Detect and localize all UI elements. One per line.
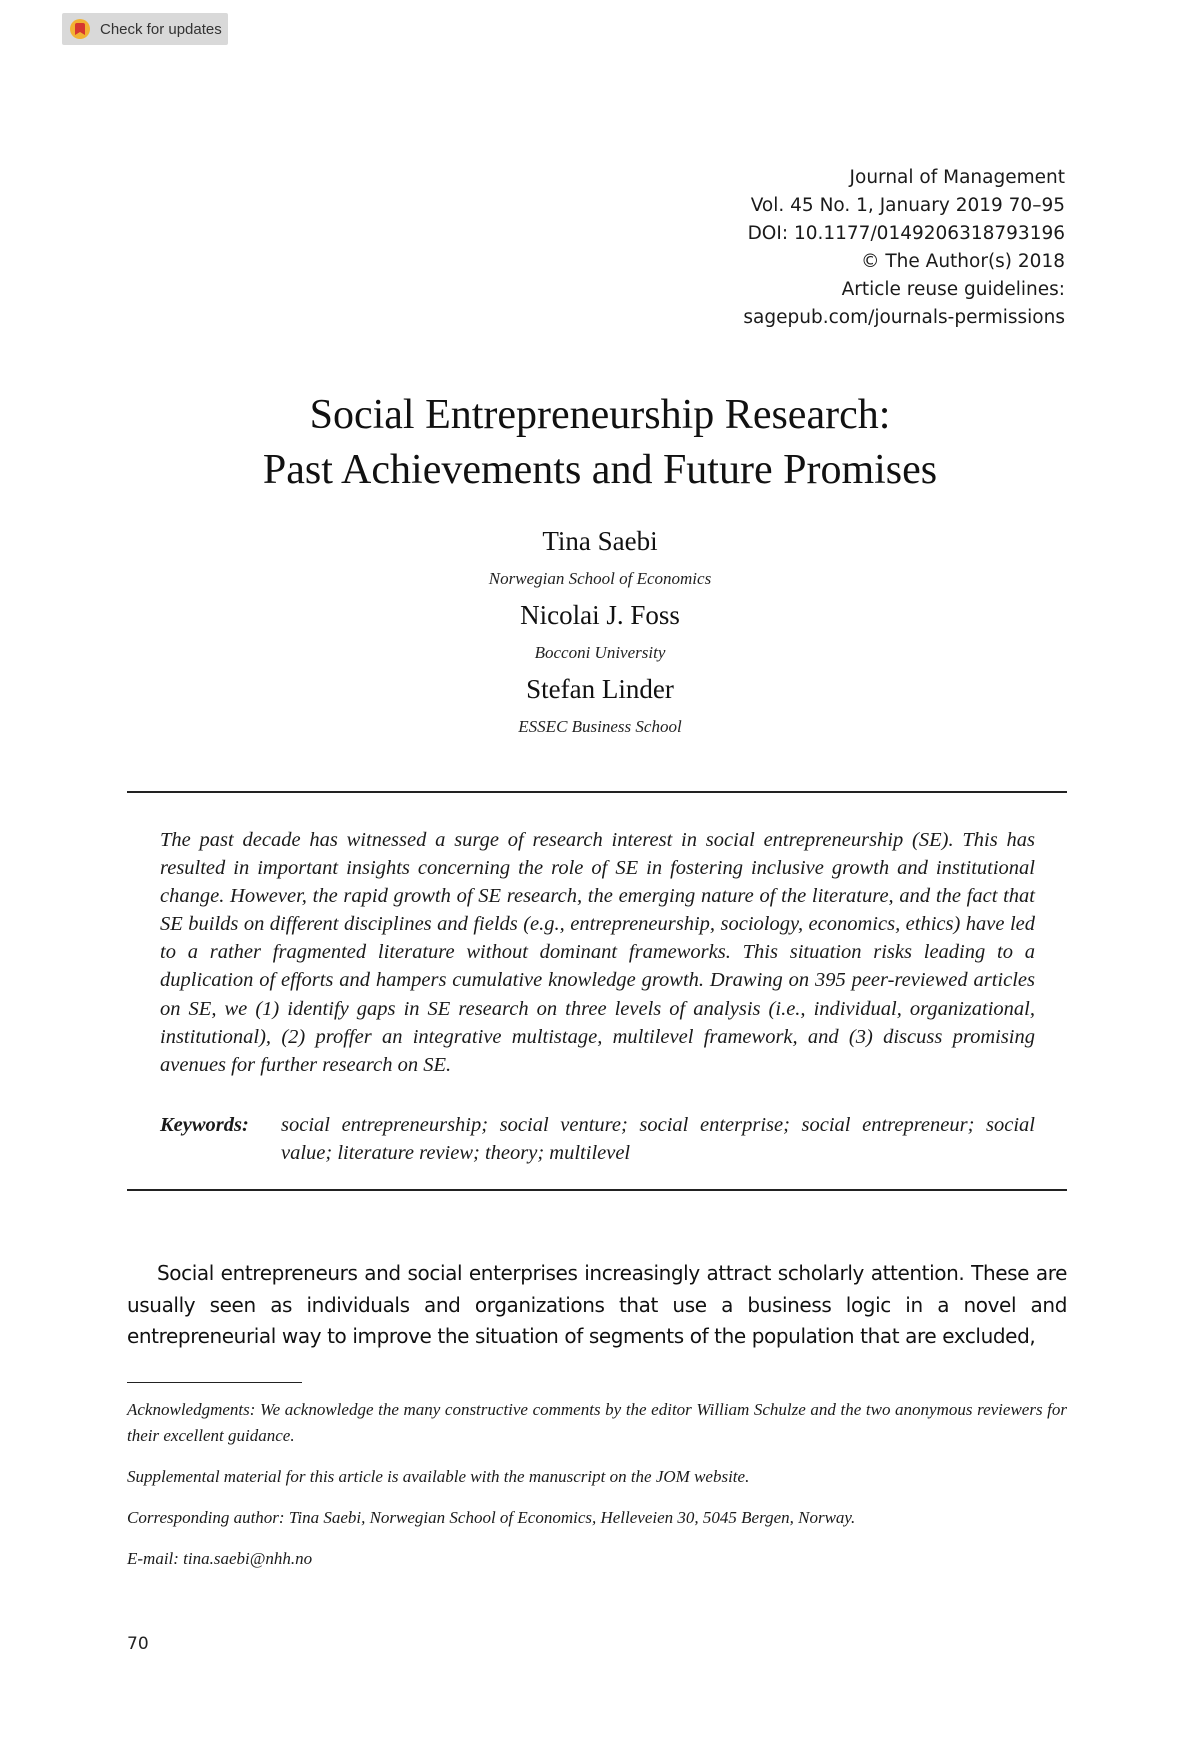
author-name: Nicolai J. Foss bbox=[520, 600, 680, 630]
abstract: The past decade has witnessed a surge of research interest in social entrepreneurship (SE). This has resulted in important insights concerning the role of SE in fostering inclusive growth and institutional change. However, the rapid growth of SE research, the emerging nature of the literature, and the fact that SE builds on different disciplines and fields (e.g., entrepreneurship, sociology, economics, ethics) have led to a rather fragmented literature without dominant frameworks. This situation risks leading to a duplication of efforts and hampers cumulative knowledge growth. Drawing on 395 peer-reviewed articles on SE, we (1) identify gaps in SE research on three levels of analysis (i.e., individual, organizational, institutional), (2) proffer an integrative multistage, multilevel framework, and (3) discuss promising avenues for further research on SE. bbox=[160, 829, 1035, 1076]
footnote-divider bbox=[127, 1382, 302, 1383]
check-for-updates-button[interactable] bbox=[62, 13, 228, 45]
journal-copyright: © The Author(s) 2018 bbox=[861, 251, 1065, 272]
keywords-label: Keywords: bbox=[160, 1114, 249, 1136]
author-affiliation: ESSEC Business School bbox=[518, 717, 682, 736]
title-line-1: Social Entrepreneurship Research: bbox=[309, 392, 891, 438]
footnote-corresponding: Corresponding author: Tina Saebi, Norwegian School of Economics, Helleveien 30, 5045 Bergen, Norway. bbox=[127, 1508, 856, 1527]
journal-doi: DOI: 10.1177/0149206318793196 bbox=[747, 223, 1065, 244]
keywords-text: social entrepreneurship; social venture; social enterprise; social entrepreneur; social value; literature review; theory; multilevel bbox=[281, 1114, 1035, 1164]
journal-volume: Vol. 45 No. 1, January 2019 70–95 bbox=[750, 195, 1065, 216]
article-title bbox=[0, 388, 1200, 498]
journal-name: Journal of Management bbox=[849, 167, 1065, 188]
footnote-email: E-mail: tina.saebi@nhh.no bbox=[127, 1549, 313, 1568]
footnote-acknowledgments: Acknowledgments: We acknowledge the many constructive comments by the editor William Schulze and the two anonymous reviewers for their excellent guidance. bbox=[127, 1400, 1067, 1445]
title-line-2: Past Achievements and Future Promises bbox=[262, 447, 938, 493]
page-number: 70 bbox=[127, 1634, 149, 1654]
keywords bbox=[160, 1111, 1035, 1167]
journal-info bbox=[743, 164, 1065, 332]
author-name: Stefan Linder bbox=[526, 674, 674, 704]
author-affiliation: Norwegian School of Economics bbox=[488, 569, 712, 588]
author-name: Tina Saebi bbox=[542, 526, 658, 556]
journal-permissions-link[interactable]: sagepub.com/journals-permissions bbox=[743, 307, 1065, 328]
check-for-updates-label: Check for updates bbox=[100, 20, 222, 38]
divider bbox=[127, 1189, 1067, 1191]
bookmark-icon bbox=[70, 19, 90, 39]
divider bbox=[127, 791, 1067, 793]
journal-reuse: Article reuse guidelines: bbox=[841, 279, 1065, 300]
body-paragraph: Social entrepreneurs and social enterprises increasingly attract scholarly attention. These are usually seen as individuals and organizations that use a business logic in a novel and entrepreneurial way to improve the situation of segments of the population that are excluded, bbox=[127, 1261, 1067, 1348]
author-affiliation: Bocconi University bbox=[534, 643, 666, 662]
footnote-supplemental: Supplemental material for this article is available with the manuscript on the JOM website. bbox=[127, 1467, 750, 1486]
